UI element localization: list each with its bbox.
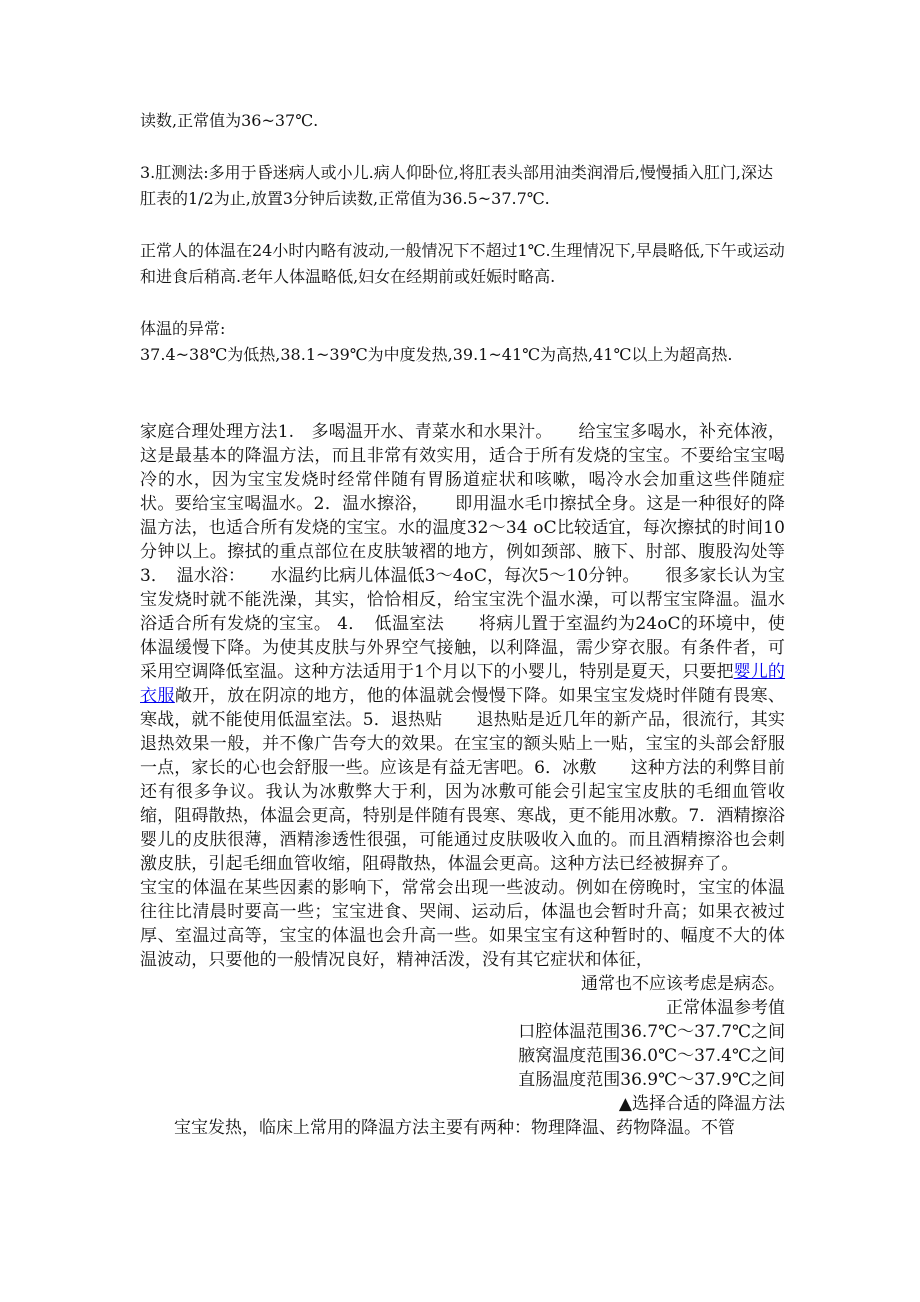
home-methods-paragraph (140, 420, 820, 876)
choose-method-heading: ▲选择合适的降温方法 (618, 1094, 785, 1114)
abnormal-title: 体温的异常: (140, 319, 226, 338)
rectal-method-paragraph: 3.肛测法:多用于昏迷病人或小儿.病人仰卧位,将肛表头部用油类润滑后,慢慢插入肛门,深达肛表的1/2为止,放置3分钟后读数,正常值为36.5~37.7℃. (140, 163, 774, 208)
normal-variation-paragraph: 正常人的体温在24小时内略有波动,一般情况下不超过1℃.生理情况下,早晨略低,下午或运动和进食后稍高.老年人体温略低,妇女在经期前或妊娠时略高. (140, 241, 785, 286)
axillary-temperature-range: 腋窝温度范围36.0℃～37.4℃之间 (518, 1046, 785, 1066)
home-methods-text-2: 敞开，放在阴凉的地方，他的体温就会慢慢下降。如果宝宝发烧时伴随有畏寒、寒战，就不能使用低温室法。5．退热贴 退热贴是近几年的新产品，很流行，其实退热效果一般，并不像广告夸大的效果。在宝宝的额头贴上一贴，宝宝的头部会舒服一点，家长的心也会舒服一些。应该是有益无害吧。6．冰敷 这种方法的利弊目前还有很多争议。我认为冰敷弊大于利，因为冰敷可能会引起宝宝皮肤的毛细血管收缩，阻碍散热，体温会更高，特别是伴随有畏寒、寒战，更不能用冰敷。7．酒精擦浴 婴儿的皮肤很薄，酒精渗透性很强，可能通过皮肤吸收入血的。而且酒精擦浴也会刺激皮肤，引起毛细血管收缩，阻碍散热，体温会更高。这种方法已经被摒弃了。 (140, 686, 820, 874)
fluctuation-end-text: 通常也不应该考虑是病态。 (581, 974, 785, 994)
document-page (140, 108, 820, 1140)
rectal-temperature-range: 直肠温度范围36.9℃～37.9℃之间 (518, 1070, 785, 1090)
oral-temperature-range: 口腔体温范围36.7℃～37.7℃之间 (518, 1022, 785, 1042)
reference-title: 正常体温参考值 (666, 998, 785, 1018)
fluctuation-paragraph: 宝宝的体温在某些因素的影响下，常常会出现一些波动。例如在傍晚时，宝宝的体温往往比清晨时要高一些；宝宝进食、哭闹、运动后，体温也会暂时升高；如果衣被过厚、室温过高等，宝宝的体温也会升高一些。如果宝宝有这种暂时的、幅度不大的体温波动，只要他的一般情况良好，精神活泼，没有其它症状和体征， (140, 878, 785, 970)
baby-clothes-link[interactable]: 婴儿的衣服 (140, 662, 785, 706)
abnormal-ranges-text: 37.4~38℃为低热,38.1~39℃为中度发热,39.1~41℃为高热,41℃以上为超高热. (140, 345, 733, 364)
intro-tail-text: 读数,正常值为36~37℃. (140, 111, 319, 130)
home-methods-text-1: 家庭合理处理方法1. 多喝温开水、青菜水和水果汁。 给宝宝多喝水，补充体液，这是最基本的降温方法，而且非常有效实用，适合于所有发烧的宝宝。不要给宝宝喝冷的水，因为宝宝发烧时经常伴随有胃肠道症状和咳嗽，喝冷水会加重这些伴随症状。要给宝宝喝温水。2．温水擦浴， 即用温水毛巾擦拭全身。这是一种很好的降温方法，也适合所有发烧的宝宝。水的温度32～34 oC比较适宜，每次擦拭的时间10分钟以上。擦拭的重点部位在皮肤皱褶的地方，例如颈部、腋下、肘部、腹股沟处等 3． 温水浴： 水温约比病儿体温低3～4oC，每次5～10分钟。 很多家长认为宝宝发烧时就不能洗澡，其实，恰恰相反，给宝宝洗个温水澡，可以帮宝宝降温。温水浴适合所有发烧的宝宝。 4． 低温室法 将病儿置于室温约为24oC的环境中，使体温缓慢下降。为使其皮肤与外界空气接触，以利降温，需少穿衣服。有条件者，可采用空调降低室温。这种方法适用于1个月以下的小婴儿，特别是夏天，只要把 (140, 422, 785, 682)
cooling-methods-intro: 宝宝发热，临床上常用的降温方法主要有两种：物理降温、药物降温。不管 (174, 1118, 735, 1138)
